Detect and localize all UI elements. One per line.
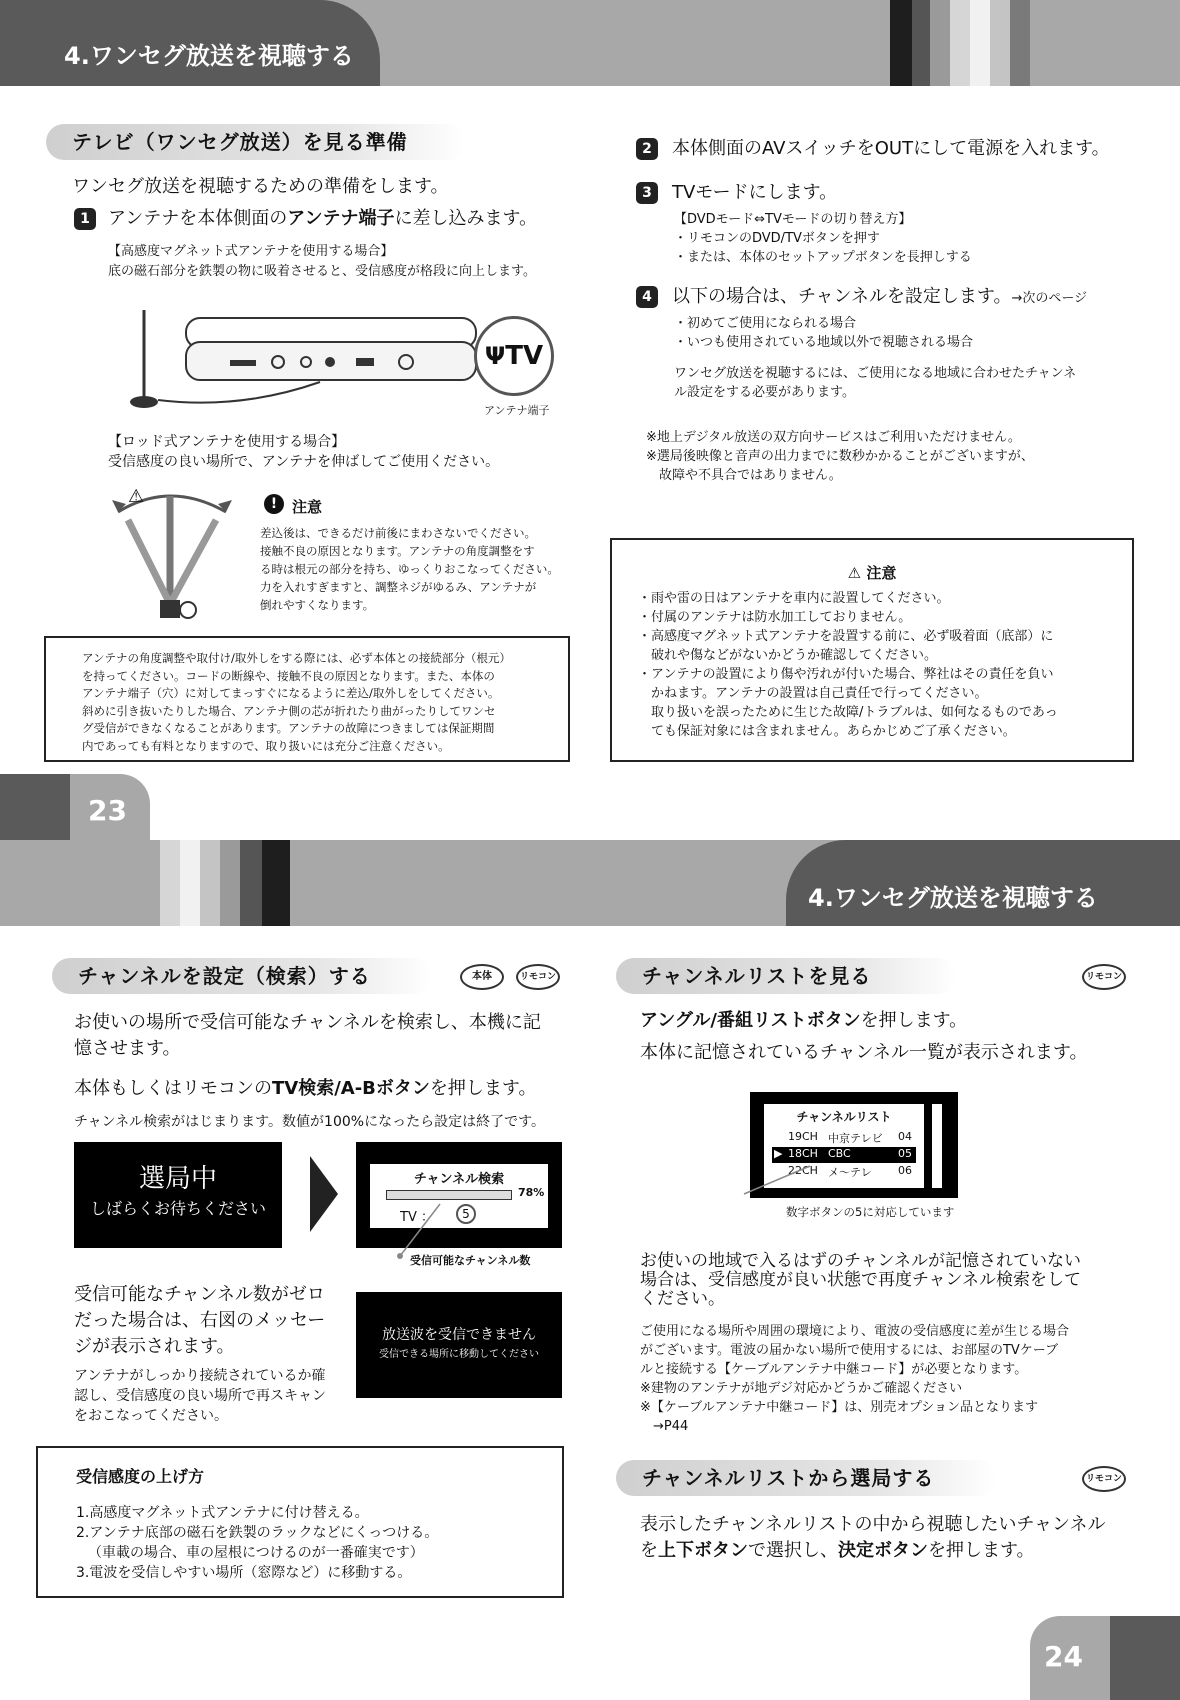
improve-reception-box: 受信感度の上げ方 1.高感度マグネット式アンテナに付け替える。 2.アンテナ底部の磁石を鉄製のラックなどにくっつける。 （車載の場合、車の屋根につけるのが一番確実です） 3.電波を受信しやすい場所（窓際など）に移動する。	[36, 1446, 564, 1598]
step4-text: 以下の場合は、チャンネルを設定します。→次のページ	[672, 286, 1088, 307]
rod-title: 【ロッド式アンテナを使用する場合】	[108, 434, 346, 450]
channel-list-title: チャンネルリスト	[796, 1110, 892, 1124]
caution-icon: !	[264, 494, 284, 514]
tv-port-badge: ΨTV	[474, 316, 554, 396]
rod-text: 受信感度の良い場所で、アンテナを伸ばしてご使用ください。	[108, 454, 500, 470]
antenna-icon: Ψ	[484, 342, 506, 370]
warning-triangle-icon: ⚠	[128, 486, 145, 507]
mode-switch-info: 【DVDモード⇔TVモードの切り替え方】 ・リモコンのDVD/TVボタンを押す ・または、本体のセットアップボタンを長押しする	[674, 212, 972, 265]
step4-note: ワンセグ放送を視聴するには、ご使用になる地域に合わせたチャンネ ル設定をする必要があります。	[674, 366, 1077, 400]
step1-number: 1	[74, 208, 96, 230]
page23-footer-bar	[0, 774, 70, 840]
caution-box-right: ⚠ 注意 ・雨や雷の日はアンテナを車内に設置してください。 ・付属のアンテナは防水加工しておりません。 ・高感度マグネット式アンテナを設置する前に、必ず吸着面（底部）に 破れや傷などがないかどうか確認してください。 ・アンテナの設置により傷や汚れが付いた場合、弊社はその責任を負い かねます。アンテナの設置は自己責任で行ってください。 取り扱いを誤ったために生じた故障/トラブルは、如何なるものであっ ても保証対象には含まれません。あらかじめご了承ください。	[610, 538, 1134, 762]
top-header-stripes	[890, 0, 1030, 86]
channel-row-selected[interactable]: ▶ 18CH CBC 05	[772, 1147, 916, 1163]
step2-text: 本体側面のAVスイッチをOUTにして電源を入れます。	[672, 138, 1110, 159]
region-text: お使いの地域で入るはずのチャンネルが記憶されていない 場合は、受信感度が良い状態で再度チャンネル検索をして ください。	[640, 1251, 1081, 1309]
page24-footer-bar	[1110, 1616, 1180, 1700]
callout-line	[740, 1160, 820, 1210]
page-number-23: 23	[88, 794, 127, 827]
magnet-text: 底の磁石部分を鉄製の物に吸着させると、受信感度が格段に向上します。	[108, 264, 536, 279]
channel-row[interactable]: 19CH 中京テレビ 04	[788, 1130, 912, 1145]
no-signal-sub: 受信できる場所に移動してください	[379, 1349, 539, 1360]
zero-channel-note: アンテナがしっかり接続されているか確 認し、受信感度の良い場所で再スキャン をおこなってください。	[74, 1368, 326, 1424]
step4-cases: ・初めてご使用になられる場合 ・いつも使用されている地域以外で視聴される場合	[674, 316, 974, 350]
search-title: チャンネル検索	[413, 1172, 505, 1187]
selecting-screen	[74, 1142, 282, 1248]
arrow-right-icon	[310, 1156, 338, 1232]
section-title-prep: テレビ（ワンセグ放送）を見る準備	[46, 124, 466, 160]
badge-remote-select: リモコン	[1082, 1466, 1126, 1492]
list-caption: 数字ボタンの5に対応しています	[786, 1205, 955, 1219]
search-percent: 78%	[518, 1186, 545, 1199]
scan-press-instruction: 本体もしくはリモコンのTV検索/A-Bボタンを押します。	[74, 1078, 537, 1099]
selecting-sub-text: しばらくお待ちください	[89, 1199, 266, 1218]
step2-number: 2	[636, 138, 658, 160]
top-header-title: 4.ワンセグ放送を視聴する	[64, 42, 354, 70]
channel-list-scrollbar[interactable]	[932, 1104, 942, 1188]
scan-note: チャンネル検索がはじまります。数値が100%になったら設定は終了です。	[74, 1114, 545, 1130]
region-note: ご使用になる場所や周囲の環境により、電波の受信感度に差が生じる場合 がございます。電波の届かない場所で使用するには、お部屋のTVケーブ ルと接続する【ケーブルアンテナ中継コード】が必要となります。 ※建物のアンテナが地デジ対応かどうかご確認ください ※【ケーブルアンテナ中継コード】は、別売オプション品となります →P44	[640, 1324, 1070, 1434]
bottom-header-title: 4.ワンセグ放送を視聴する	[808, 884, 1098, 912]
step3-text: TVモードにします。	[672, 182, 838, 203]
rod-antenna-illustration	[100, 484, 250, 624]
channel-row[interactable]: 22CH メ～テレ 06	[788, 1164, 912, 1179]
antenna-port-label: アンテナ端子	[484, 404, 550, 417]
caution-text: 差込後は、できるだけ前後にまわさないでください。 接触不良の原因となります。アンテナの角度調整をす る時は根元の部分を持ち、ゆっくりおこなってください。 力を入れすぎますと、調整ネジがゆるみ、アンテナが 倒れやすくなります。	[260, 526, 559, 612]
bottom-header-stripes	[150, 840, 290, 926]
badge-remote: リモコン	[516, 964, 560, 990]
page-number-24: 24	[1044, 1640, 1083, 1673]
service-notes: ※地上デジタル放送の双方向サービスはご利用いただけません。 ※選局後映像と音声の出力までに数秒かかることがございますが、 故障や不具合ではありません。	[646, 430, 1034, 483]
badge-main-unit: 本体	[460, 964, 504, 990]
channel-search-screen: チャンネル検索 78% TV ： 5	[356, 1142, 562, 1248]
no-signal-screen	[356, 1292, 562, 1398]
step3-number: 3	[636, 182, 658, 204]
search-progress-bar	[386, 1190, 512, 1200]
warning-triangle-icon: ⚠	[847, 564, 862, 582]
scan-intro: お使いの場所で受信可能なチャンネルを検索し、本機に記 憶させます。	[74, 1012, 541, 1059]
search-tv-value: 5	[456, 1204, 476, 1224]
antenna-warning-box: アンテナの角度調整や取付け/取外しをする際には、必ず本体との接続部分（根元） を持ってください。コードの断線や、接触不良の原因となります。また、本体の アンテナ端子（穴）に対してまっすぐになるように差込/取外しをしてください。 斜めに引き抜いたりした場合、アンテナ側の芯が折れたり曲がったりしてワンセ グ受信ができなくなることがあります。アンテナの故障につきましては保証期間 内であっても有料となりますので、取り扱いには充分ご注意ください。	[44, 636, 570, 762]
step1-text: アンテナを本体側面のアンテナ端子に差し込みます。	[108, 208, 538, 229]
section-title-select: チャンネルリストから選局する	[616, 1460, 996, 1496]
caution-label: 注意	[292, 498, 323, 516]
list-description: 本体に記憶されているチャンネル一覧が表示されます。	[640, 1042, 1088, 1063]
prep-intro: ワンセグ放送を視聴するための準備をします。	[72, 176, 449, 197]
no-signal-main: 放送波を受信できません	[382, 1327, 536, 1343]
play-cursor-icon: ▶	[774, 1147, 783, 1160]
step4-number: 4	[636, 286, 658, 308]
zero-channel-text: 受信可能なチャンネル数がゼロ だった場合は、右図のメッセー ジが表示されます。	[74, 1284, 326, 1357]
select-instruction: 表示したチャンネルリストの中から視聴したいチャンネル を上下ボタンで選択し、決定ボタンを押します。	[640, 1514, 1106, 1561]
list-press-instruction: アングル/番組リストボタンを押します。	[640, 1010, 968, 1031]
magnet-title: 【高感度マグネット式アンテナを使用する場合】	[108, 244, 394, 259]
improve-title: 受信感度の上げ方	[76, 1467, 205, 1486]
selecting-main-text: 選局中	[138, 1164, 217, 1194]
search-caption: 受信可能なチャンネル数	[410, 1254, 531, 1267]
section-title-scan: チャンネルを設定（検索）する	[52, 958, 432, 994]
section-title-list: チャンネルリストを見る	[616, 958, 956, 994]
badge-remote-list: リモコン	[1082, 964, 1126, 990]
